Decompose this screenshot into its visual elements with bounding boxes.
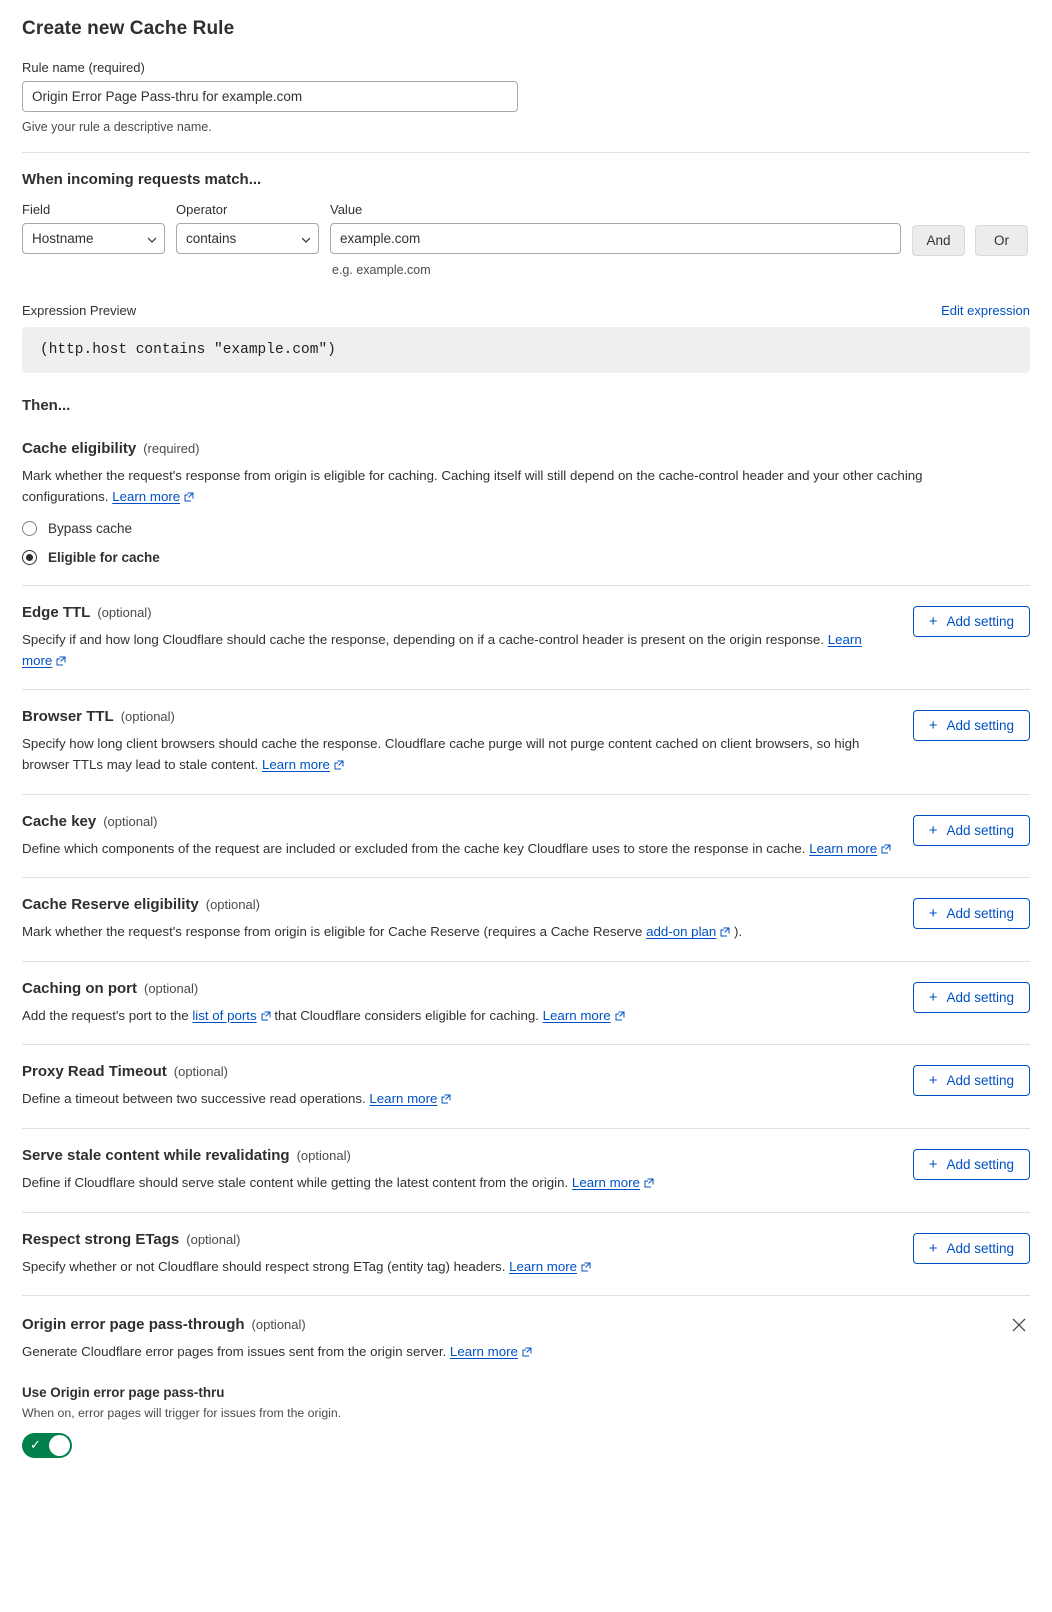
add-setting-button[interactable] xyxy=(913,606,1030,637)
setting-desc xyxy=(22,734,893,775)
operator-column xyxy=(176,202,319,254)
setting-title: Edge TTL xyxy=(22,604,91,622)
origin-error-desc-text: Generate Cloudflare error pages from issues sent from the origin server. xyxy=(22,1344,450,1360)
field-column xyxy=(22,202,165,254)
cache-eligibility-tag: (required) xyxy=(143,441,200,456)
external-link-icon xyxy=(334,760,344,770)
rule-name-group xyxy=(22,60,1030,134)
setting-tag: (optional) xyxy=(296,1148,351,1164)
operator-label: Operator xyxy=(176,202,228,217)
external-link-icon xyxy=(261,1011,271,1021)
expression-preview-label: Expression Preview xyxy=(22,303,137,318)
plus-icon: + xyxy=(928,717,938,735)
setting-desc xyxy=(22,839,893,860)
origin-error-toggle[interactable] xyxy=(22,1433,72,1458)
learn-more-link[interactable]: Learn more xyxy=(449,1344,518,1360)
list-of-ports-link[interactable]: list of ports xyxy=(192,1007,257,1023)
setting-proxy-read-timeout xyxy=(22,1045,1030,1129)
or-button[interactable]: Or xyxy=(975,225,1028,256)
cache-eligibility-option-label: Bypass cache xyxy=(48,521,133,537)
match-row xyxy=(22,202,1030,277)
setting-desc-text: Specify if and how long Cloudflare should cache the response, depending on if a cache-control header is present on the origin response. xyxy=(22,632,828,648)
then-title: Then... xyxy=(22,397,71,414)
external-link-icon xyxy=(56,656,66,666)
add-setting-label: Add setting xyxy=(946,906,1014,922)
cache-eligibility-desc xyxy=(22,466,1012,507)
setting-desc-text: Add the request's port to the xyxy=(22,1007,193,1023)
cache-eligibility-option-bypass[interactable] xyxy=(22,521,1030,536)
setting-tag: (optional) xyxy=(173,1064,228,1080)
setting-desc xyxy=(22,1089,893,1110)
plus-icon: + xyxy=(928,1239,938,1257)
origin-error-page-passthrough-block xyxy=(22,1296,1030,1458)
origin-error-tag: (optional) xyxy=(251,1317,306,1333)
external-link-icon xyxy=(644,1178,654,1188)
and-button[interactable]: And xyxy=(912,225,965,256)
value-label: Value xyxy=(330,202,363,217)
origin-error-title: Origin error page pass-through xyxy=(22,1316,245,1334)
learn-more-link[interactable]: Learn more xyxy=(22,632,862,668)
setting-desc-tail: ). xyxy=(730,924,743,940)
cache-eligibility-desc-text: Mark whether the request's response from origin is eligible for caching. Caching itself will still depend on the cache-control header and your other caching configurations. xyxy=(22,468,923,504)
setting-caching-on-port xyxy=(22,962,1030,1046)
setting-title: Cache key xyxy=(22,812,97,830)
setting-desc-text: Specify whether or not Cloudflare should respect strong ETag (entity tag) headers. xyxy=(22,1258,510,1274)
setting-desc xyxy=(22,630,893,671)
setting-desc-text: Define a timeout between two successive read operations. xyxy=(22,1091,370,1107)
value-column xyxy=(330,202,901,277)
external-link-icon xyxy=(881,844,891,854)
cache-eligibility-option-label: Eligible for cache xyxy=(48,550,160,566)
setting-desc-text: Define which components of the request are included or excluded from the cache key Cloudflare uses to store the response in cache. xyxy=(22,840,810,856)
plus-icon: + xyxy=(928,905,938,923)
page-title: Create new Cache Rule xyxy=(22,18,235,39)
close-icon[interactable] xyxy=(1010,1316,1028,1334)
setting-desc xyxy=(22,1257,893,1278)
add-on-plan-link[interactable]: add-on plan xyxy=(646,924,717,940)
setting-title: Cache Reserve eligibility xyxy=(22,896,199,914)
add-setting-button[interactable] xyxy=(913,982,1030,1013)
plus-icon: + xyxy=(928,1072,938,1090)
add-setting-button[interactable] xyxy=(913,710,1030,741)
add-setting-button[interactable] xyxy=(913,815,1030,846)
edit-expression-link[interactable]: Edit expression xyxy=(941,303,1030,318)
origin-error-desc xyxy=(22,1342,1012,1363)
setting-desc-text: Define if Cloudflare should serve stale content while getting the latest content from the origin. xyxy=(22,1175,572,1191)
setting-title: Respect strong ETags xyxy=(22,1230,180,1248)
setting-tag: (optional) xyxy=(144,980,199,996)
logic-buttons xyxy=(912,225,1028,256)
match-section-title: When incoming requests match... xyxy=(22,171,262,188)
expression-preview-box: (http.host contains "example.com") xyxy=(22,327,1030,373)
setting-title: Serve stale content while revalidating xyxy=(22,1147,290,1165)
learn-more-link[interactable]: Learn more xyxy=(369,1091,438,1107)
setting-browser-ttl xyxy=(22,690,1030,794)
external-link-icon xyxy=(615,1011,625,1021)
add-setting-label: Add setting xyxy=(946,989,1014,1005)
plus-icon: + xyxy=(928,613,938,631)
external-link-icon xyxy=(441,1094,451,1104)
setting-desc-text: Mark whether the request's response from origin is eligible for Cache Reserve (requires a Cache Reserve xyxy=(22,924,647,940)
add-setting-label: Add setting xyxy=(946,1157,1014,1173)
rule-name-label: Rule name (required) xyxy=(22,60,145,75)
learn-more-link[interactable]: Learn more xyxy=(809,840,878,856)
learn-more-link[interactable]: Learn more xyxy=(571,1175,640,1191)
setting-title: Browser TTL xyxy=(22,708,114,726)
divider-rule-name xyxy=(22,152,1030,153)
value-input[interactable] xyxy=(330,223,901,254)
setting-respect-strong-etags xyxy=(22,1213,1030,1297)
plus-icon: + xyxy=(928,821,938,839)
cache-eligibility-title: Cache eligibility xyxy=(22,440,137,457)
add-setting-button[interactable] xyxy=(913,1149,1030,1180)
setting-desc xyxy=(22,1006,893,1027)
field-select[interactable] xyxy=(22,223,165,254)
add-setting-label: Add setting xyxy=(946,1073,1014,1089)
setting-edge-ttl xyxy=(22,586,1030,690)
external-link-icon xyxy=(184,492,194,502)
setting-tag: (optional) xyxy=(97,605,152,621)
plus-icon: + xyxy=(928,988,938,1006)
add-setting-button[interactable] xyxy=(913,1233,1030,1264)
setting-tag: (optional) xyxy=(205,897,260,913)
origin-error-toggle-label: Use Origin error page pass-thru xyxy=(22,1384,225,1400)
add-setting-label: Add setting xyxy=(946,1240,1014,1256)
value-hint: e.g. example.com xyxy=(332,263,431,277)
external-link-icon xyxy=(720,927,730,937)
add-setting-button[interactable] xyxy=(913,1065,1030,1096)
toggle-knob xyxy=(49,1435,70,1456)
setting-desc-mid: that Cloudflare considers eligible for caching. xyxy=(270,1007,543,1023)
learn-more-link[interactable]: Learn more xyxy=(261,757,330,773)
add-setting-label: Add setting xyxy=(946,718,1014,734)
rule-name-helper: Give your rule a descriptive name. xyxy=(22,120,212,134)
cache-eligibility-learn-more-link[interactable]: Learn more xyxy=(112,488,181,504)
expression-header xyxy=(22,303,1030,318)
setting-serve-stale-content xyxy=(22,1129,1030,1213)
cache-eligibility-option-eligible[interactable] xyxy=(22,550,1030,565)
external-link-icon xyxy=(522,1347,532,1357)
setting-tag: (optional) xyxy=(103,813,158,829)
setting-cache-reserve-eligibility xyxy=(22,878,1030,962)
setting-desc-text: Specify how long client browsers should cache the response. Cloudflare cache purge will not purge content cached on client browsers, so high browser TTLs may lead to stale content. xyxy=(22,736,860,773)
cache-eligibility-block xyxy=(22,414,1030,586)
origin-error-toggle-desc: When on, error pages will trigger for issues from the origin. xyxy=(22,1405,342,1420)
external-link-icon xyxy=(581,1262,591,1272)
add-setting-button[interactable] xyxy=(913,898,1030,929)
plus-icon: + xyxy=(928,1156,938,1174)
learn-more-link[interactable]: Learn more xyxy=(509,1258,578,1274)
check-icon: ✓ xyxy=(30,1436,41,1452)
operator-select[interactable] xyxy=(176,223,319,254)
setting-desc xyxy=(22,922,893,943)
setting-title: Caching on port xyxy=(22,979,137,997)
setting-title: Proxy Read Timeout xyxy=(22,1063,167,1081)
setting-cache-key xyxy=(22,795,1030,879)
rule-name-input[interactable] xyxy=(22,81,518,112)
field-label: Field xyxy=(22,202,51,217)
add-setting-label: Add setting xyxy=(946,614,1014,630)
setting-tag: (optional) xyxy=(120,709,175,725)
setting-tag: (optional) xyxy=(186,1231,241,1247)
radio-icon[interactable] xyxy=(22,521,37,536)
add-setting-label: Add setting xyxy=(946,822,1014,838)
radio-icon[interactable] xyxy=(22,550,37,565)
setting-desc xyxy=(22,1173,893,1194)
learn-more-link[interactable]: Learn more xyxy=(542,1007,611,1023)
